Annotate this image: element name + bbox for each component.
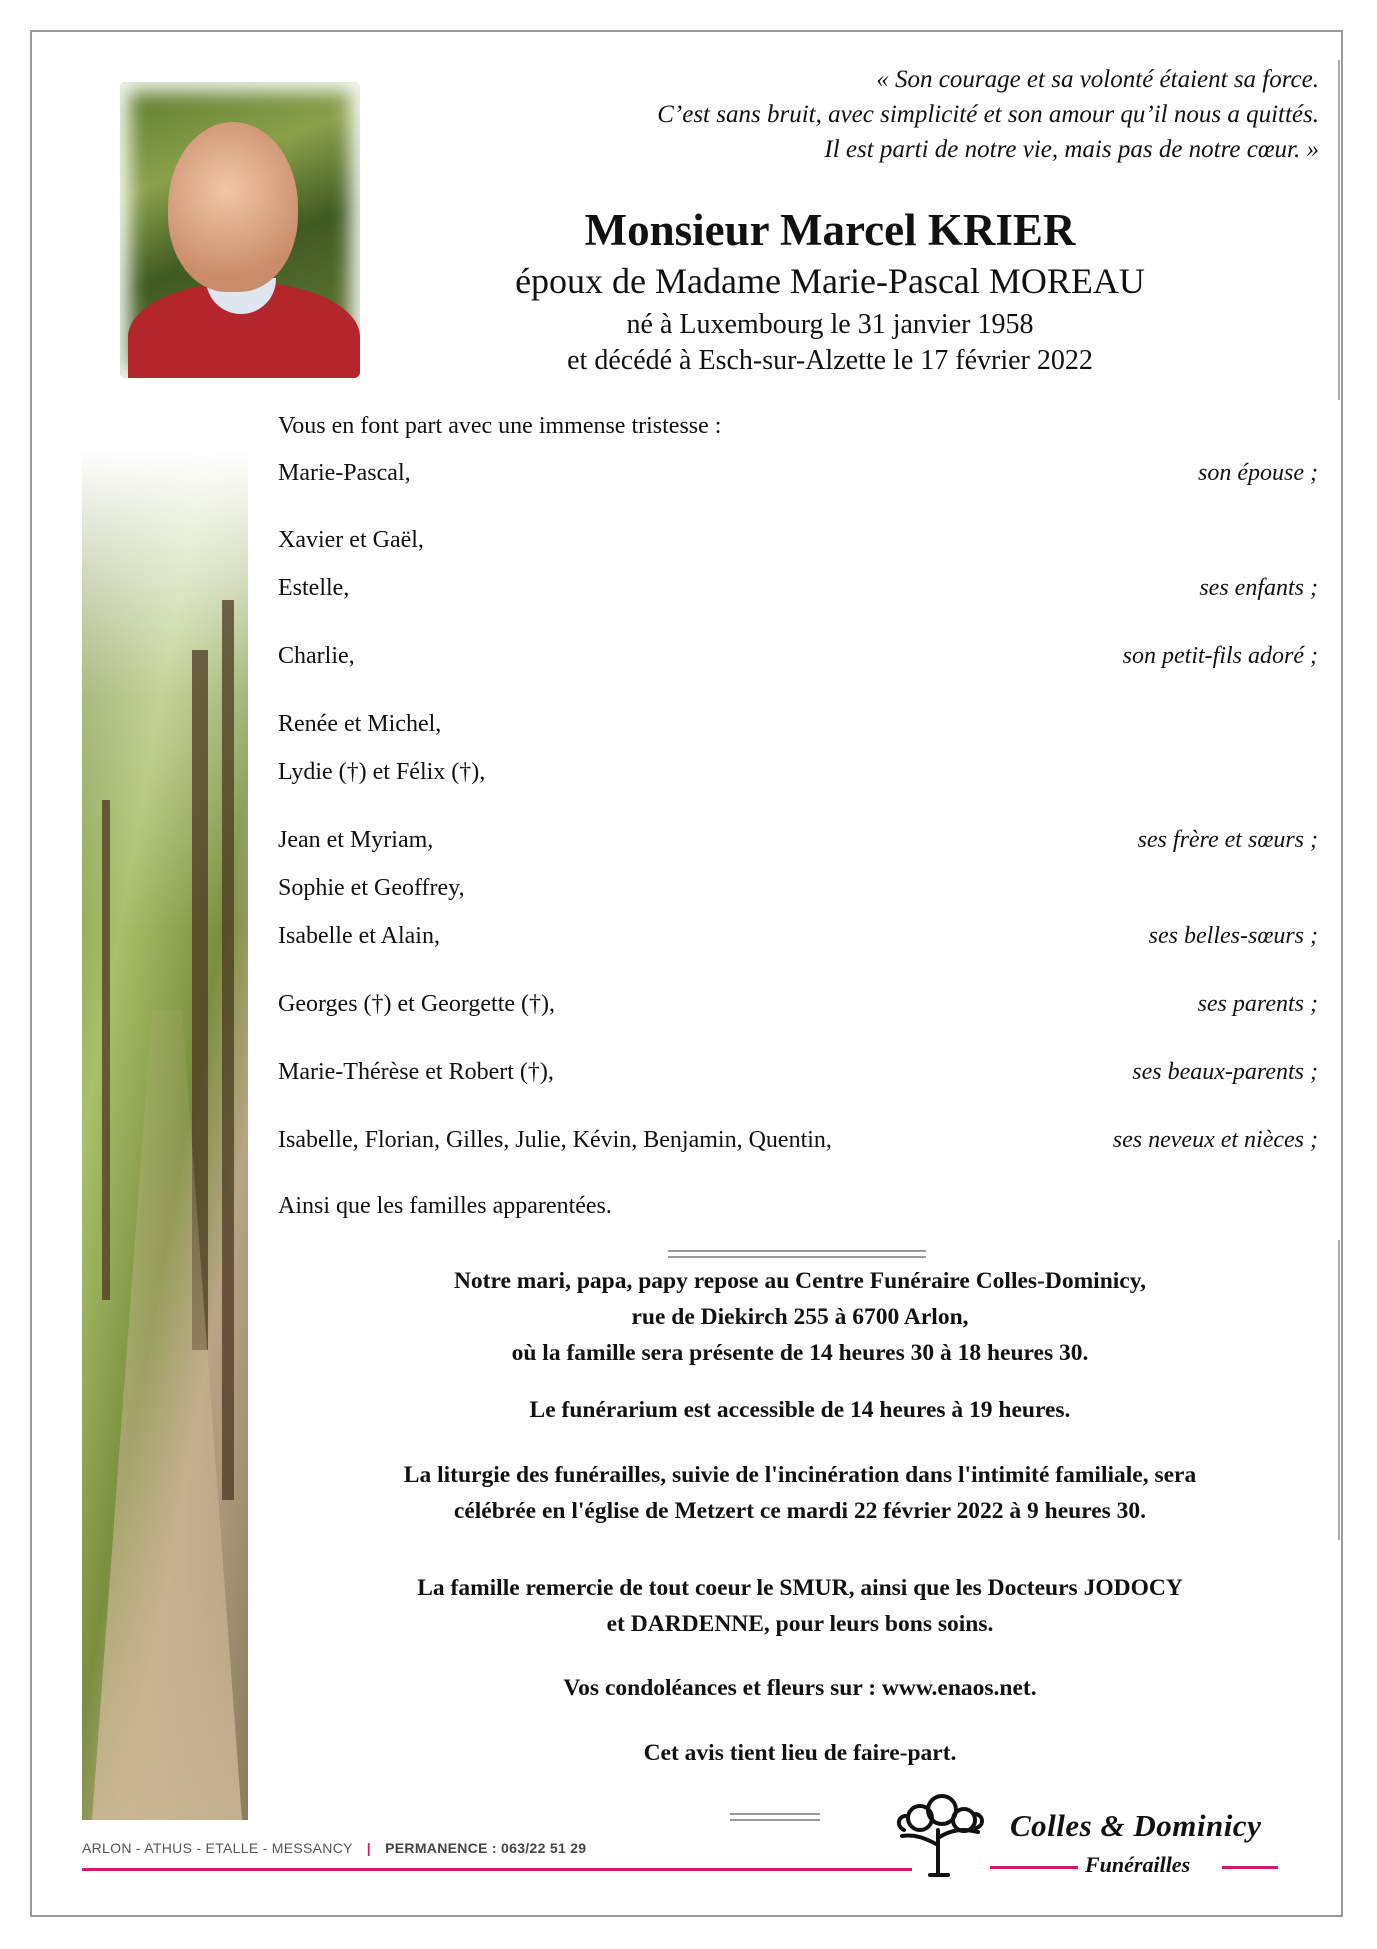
family-names: Lydie (†) et Félix (†), — [278, 759, 486, 785]
info-line: La liturgie des funérailles, suivie de l'incinération dans l'intimité familiale, sera — [403, 1462, 1197, 1488]
footer-divider-line — [730, 1813, 820, 1815]
family-relation: ses beaux-parents ; — [1132, 1059, 1318, 1085]
family-row — [278, 827, 1318, 859]
family-names: Isabelle et Alain, — [278, 923, 440, 949]
info-line: La famille remercie de tout coeur le SMUR, ainsi que les Docteurs JODOCY — [417, 1575, 1183, 1601]
family-names: Marie-Thérèse et Robert (†), — [278, 1059, 554, 1085]
info-funerarium-hours — [300, 1392, 1300, 1428]
quote-line: Il est parti de notre vie, mais pas de notre cœur. » — [824, 136, 1319, 163]
family-row — [278, 460, 1318, 492]
family-names: Isabelle, Florian, Gilles, Julie, Kévin, Benjamin, Quentin, — [278, 1127, 832, 1153]
family-relation: ses belles-sœurs ; — [1148, 923, 1318, 949]
info-line: rue de Diekirch 255 à 6700 Arlon, — [631, 1304, 969, 1330]
family-names: Estelle, — [278, 575, 350, 601]
family-row — [278, 527, 1318, 559]
footer-location-list: ARLON - ATHUS - ETALLE - MESSANCY — [82, 1840, 353, 1856]
family-closing: Ainsi que les familles apparentées. — [278, 1193, 612, 1219]
family-names: Charlie, — [278, 643, 355, 669]
info-line: et DARDENNE, pour leurs bons soins. — [606, 1611, 994, 1637]
family-relation: son épouse ; — [1198, 460, 1318, 486]
deceased-name: Monsieur Marcel KRIER — [584, 205, 1076, 255]
info-line: Le funérarium est accessible de 14 heures à 19 heures. — [529, 1397, 1071, 1423]
family-relation: ses frère et sœurs ; — [1137, 827, 1318, 853]
footer-accent-line — [82, 1868, 912, 1871]
logo-accent-line — [990, 1866, 1078, 1869]
spouse-line: époux de Madame Marie-Pascal MOREAU — [515, 261, 1145, 301]
portrait-photo — [120, 82, 360, 378]
border-shadow-middle — [1338, 1240, 1340, 1540]
forest-path-image — [82, 450, 248, 1820]
tree-logo-icon — [890, 1790, 990, 1880]
family-intro: Vous en font part avec une immense tristesse : — [278, 413, 722, 439]
family-row — [278, 711, 1318, 743]
epigraph-quote — [499, 62, 1319, 167]
info-visitation — [300, 1263, 1300, 1371]
family-row — [278, 1127, 1318, 1159]
family-relation: ses parents ; — [1197, 991, 1318, 1017]
family-row — [278, 575, 1318, 607]
family-relation: son petit-fils adoré ; — [1122, 643, 1318, 669]
info-liturgy — [300, 1457, 1300, 1529]
family-names: Marie-Pascal, — [278, 460, 411, 486]
info-line: où la famille sera présente de 14 heures 30 à 18 heures 30. — [511, 1340, 1089, 1366]
family-names: Xavier et Gaël, — [278, 527, 424, 553]
info-thanks — [300, 1570, 1300, 1642]
info-line: Vos condoléances et fleurs sur : www.enaos.net. — [563, 1675, 1037, 1701]
family-row — [278, 991, 1318, 1023]
family-names: Sophie et Geoffrey, — [278, 875, 465, 901]
info-line: Cet avis tient lieu de faire-part. — [643, 1740, 957, 1766]
quote-line: C’est sans bruit, avec simplicité et son amour qu’il nous a quittés. — [657, 101, 1319, 128]
family-names: Georges (†) et Georgette (†), — [278, 991, 556, 1017]
info-line: Notre mari, papa, papy repose au Centre Funéraire Colles-Dominicy, — [453, 1268, 1147, 1294]
family-row — [278, 643, 1318, 675]
death-line: et décédé à Esch-sur-Alzette le 17 février 2022 — [567, 345, 1093, 376]
footer-separator: | — [366, 1840, 371, 1856]
logo-wordmark: Colles & Dominicy — [1010, 1808, 1262, 1843]
info-condolences — [300, 1670, 1300, 1706]
tree-trunk — [102, 800, 110, 1300]
portrait-face — [168, 122, 298, 292]
logo-subtitle: Funérailles — [1085, 1852, 1191, 1877]
family-row — [278, 875, 1318, 907]
border-shadow-top — [1338, 60, 1340, 400]
family-row — [278, 923, 1318, 955]
family-names: Jean et Myriam, — [278, 827, 434, 853]
divider-line — [668, 1256, 926, 1258]
family-row — [278, 759, 1318, 791]
footer-locations — [82, 1840, 586, 1856]
family-row — [278, 1059, 1318, 1091]
family-relation: ses enfants ; — [1199, 575, 1318, 601]
footer-permanence: PERMANENCE : 063/22 51 29 — [385, 1840, 587, 1856]
tree-trunk — [222, 600, 234, 1500]
footer-divider-line — [730, 1819, 820, 1821]
info-line: célébrée en l'église de Metzert ce mardi 22 février 2022 à 9 heures 30. — [453, 1498, 1147, 1524]
family-relation: ses neveux et nièces ; — [1112, 1127, 1318, 1153]
info-notice — [300, 1735, 1300, 1771]
birth-line: né à Luxembourg le 31 janvier 1958 — [626, 309, 1034, 340]
family-names: Renée et Michel, — [278, 711, 442, 737]
divider-line — [668, 1250, 926, 1252]
forest-trail — [92, 1010, 242, 1820]
quote-line: « Son courage et sa volonté étaient sa force. — [876, 66, 1319, 93]
logo-accent-line — [1222, 1866, 1278, 1869]
